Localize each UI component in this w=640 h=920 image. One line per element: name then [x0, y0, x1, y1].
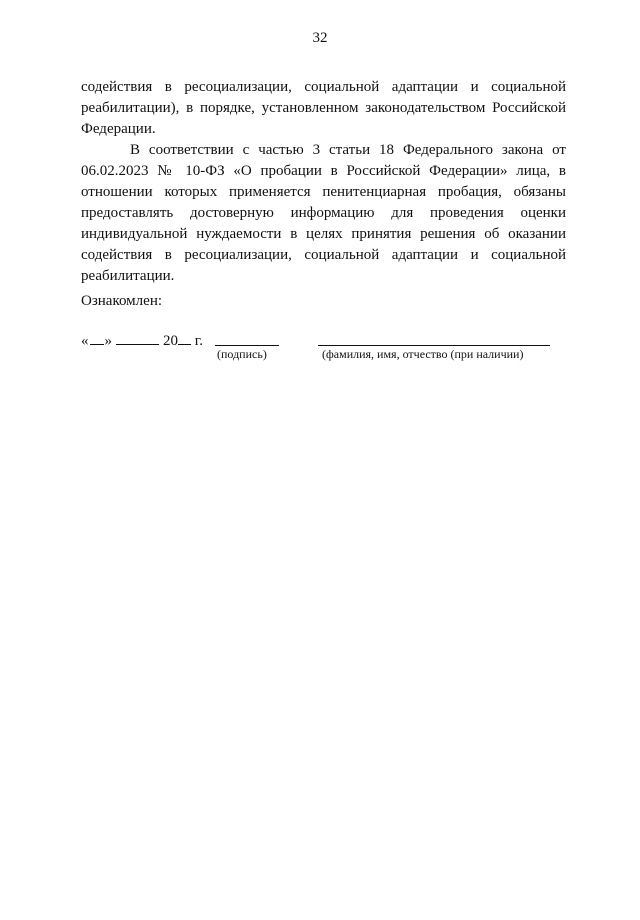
- year-prefix: 20: [163, 333, 178, 349]
- date-close-quote: »: [104, 333, 112, 349]
- month-blank: [116, 329, 159, 345]
- signature-caption: (подпись): [217, 347, 267, 361]
- year-suffix: г.: [194, 333, 203, 349]
- signature-blank-line: [215, 345, 279, 346]
- year-blank: [178, 329, 191, 345]
- acquainted-label: Ознакомлен:: [81, 293, 163, 309]
- day-blank: [90, 329, 104, 345]
- paragraph-continuation: содействия в ресоциализации, социальной адаптации и социальной реабилитации), в порядке, установленном законодательством Российской Федерации.: [81, 79, 566, 137]
- date-line: [81, 329, 203, 351]
- paragraph-probation-law: В соответствии с частью 3 статьи 18 Федерального закона от 06.02.2023 № 10-ФЗ «О пробации в Российской Федерации» лица, в отношении которых применяется пенитенциарная пробация, обязаны предоставлять достоверную информацию для проведения оценки индивидуальной нуждаемости в целях принятия решения об оказании содействия в ресоциализации, социальной адаптации и социальной реабилитации.: [81, 142, 566, 284]
- page-number: 32: [312, 30, 328, 46]
- full-name-caption: (фамилия, имя, отчество (при наличии): [322, 347, 524, 361]
- date-open-quote: «: [81, 333, 89, 349]
- full-name-blank-line: [318, 345, 550, 346]
